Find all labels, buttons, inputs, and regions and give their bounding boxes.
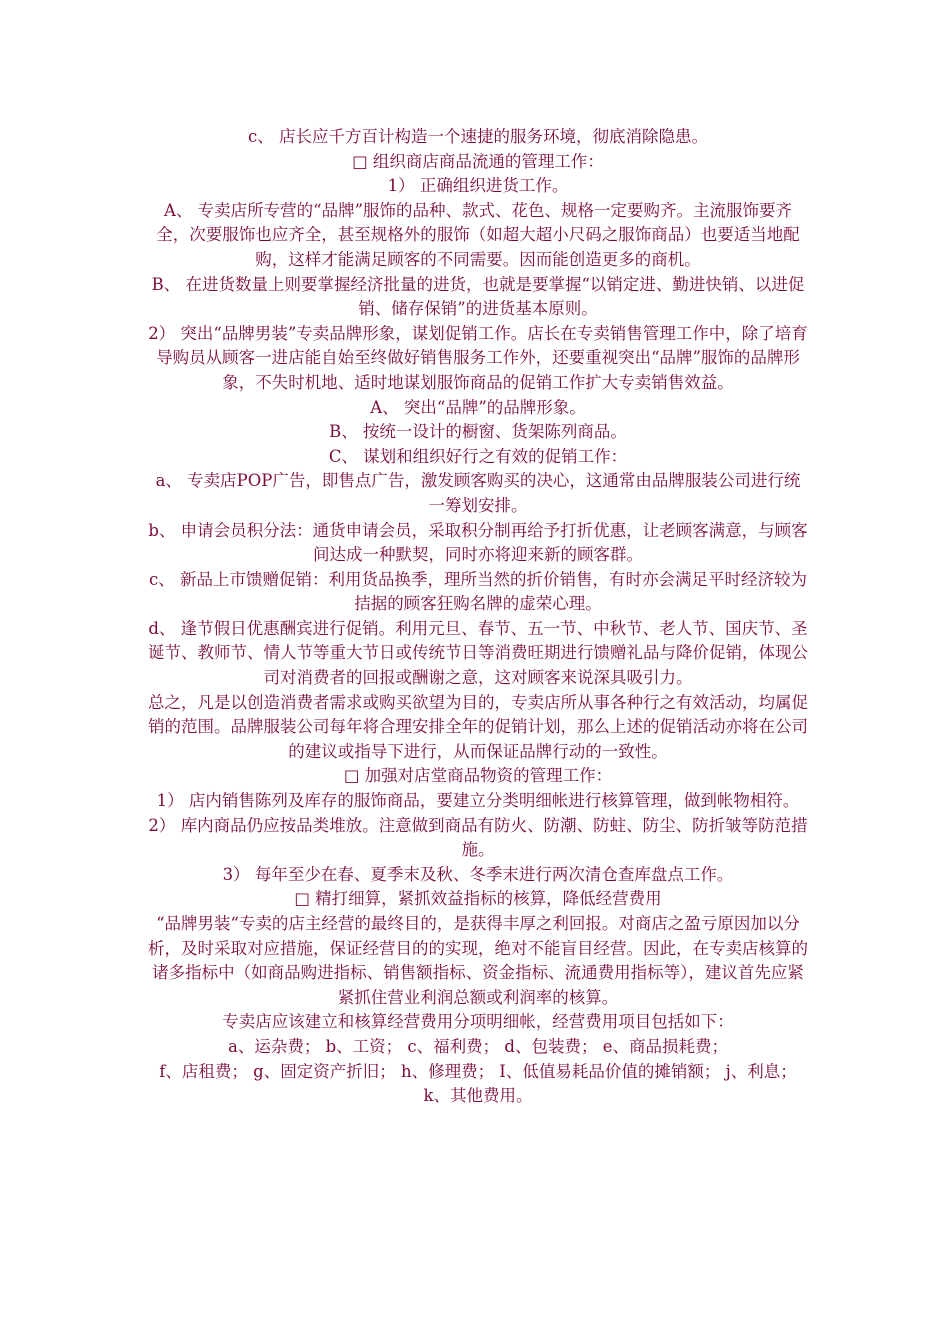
document-page bbox=[148, 125, 808, 1109]
section-heading: □ 组织商店商品流通的管理工作： bbox=[352, 151, 604, 171]
paragraph: 2） 突出“品牌男装”专卖品牌形象，谋划促销工作。店长在专卖销售管理工作中，除了培育导购员从顾客一进店能自始至终做好销售服务工作外，还要重视突出“品牌”服饰的品牌形象，不失时机地、适时地谋划服饰商品的促销工作扩大专卖销售效益。 bbox=[148, 323, 808, 392]
paragraph: B、 在进货数量上则要掌握经济批量的进货，也就是要掌握“以销定进、勤进快销、以进促销、储存保销”的进货基本原则。 bbox=[151, 274, 805, 319]
expense-list-line: a、运杂费； b、工资； c、福利费； d、包装费； e、商品损耗费； bbox=[228, 1036, 728, 1056]
paragraph: 总之，凡是以创造消费者需求或购买欲望为目的，专卖店所从事各种行之有效活动，均属促销的范围。品牌服装公司每年将合理安排全年的促销计划，那么上述的促销活动亦将在公司的建议或指导下进行，从而保证品牌行动的一致性。 bbox=[148, 692, 808, 761]
paragraph: 3） 每年至少在春、夏季末及秋、冬季末进行两次清仓查库盘点工作。 bbox=[222, 864, 734, 884]
list-item: C、 谋划和组织好行之有效的促销工作： bbox=[328, 446, 628, 466]
list-item: B、 按统一设计的橱窗、货架陈列商品。 bbox=[329, 422, 627, 442]
paragraph: A、 专卖店所专营的“品牌”服饰的品种、款式、花色、规格一定要购齐。主流服饰要齐全，次要服饰也应齐全，甚至规格外的服饰（如超大超小尺码之服饰商品）也要适当地配购，这样才能满足顾客的不同需要。因而能创造更多的商机。 bbox=[156, 200, 800, 269]
paragraph: b、 申请会员积分法：通货申请会员，采取积分制再给予打折优惠，让老顾客满意，与顾客间达成一种默契，同时亦将迎来新的顾客群。 bbox=[148, 520, 808, 565]
paragraph: 2） 库内商品仍应按品类堆放。注意做到商品有防火、防潮、防蛀、防尘、防折皱等防范措施。 bbox=[148, 815, 808, 860]
paragraph: 专卖店应该建立和核算经营费用分项明细帐，经营费用项目包括如下： bbox=[222, 1012, 734, 1032]
list-item: A、 突出“品牌”的品牌形象。 bbox=[370, 397, 586, 417]
paragraph: a、 专卖店POP广告，即售点广告，激发顾客购买的决心，这通常由品牌服装公司进行统一筹划安排。 bbox=[155, 471, 801, 515]
section-heading: □ 加强对店堂商品物资的管理工作： bbox=[343, 766, 613, 786]
paragraph: “品牌男装“专卖的店主经营的最终目的，是获得丰厚之利回报。对商店之盈亏原因加以分析，及时采取对应措施，保证经营目的的实现，绝对不能盲目经营。因此，在专卖店核算的诸多指标中（如商品购进指标、销售额指标、资金指标、流通费用指标等），建议首先应紧紧抓住营业利润总额或利润率的核算。 bbox=[148, 914, 808, 1007]
section-heading: □ 精打细算，紧抓效益指标的核算，降低经营费用 bbox=[294, 889, 662, 909]
paragraph: c、 店长应千方百计构造一个速捷的服务环境，彻底消除隐患。 bbox=[248, 127, 708, 146]
paragraph: c、 新品上市馈赠促销：利用货品换季，理所当然的折价销售，有时亦会满足平时经济较为拮据的顾客狂购名牌的虚荣心理。 bbox=[149, 569, 807, 614]
paragraph: 1） 店内销售陈列及库存的服饰商品，要建立分类明细帐进行核算管理，做到帐物相符。 bbox=[156, 791, 800, 811]
expense-list-line: f、店租费； g、固定资产折旧； h、修理费； I、低值易耗品价值的摊销额； j、利息； k、其他费用。 bbox=[159, 1061, 797, 1106]
subheading: 1） 正确组织进货工作。 bbox=[387, 176, 569, 196]
paragraph: d、 逢节假日优惠酬宾进行促销。利用元旦、春节、五一节、中秋节、老人节、国庆节、圣诞节、教师节、情人节等重大节日或传统节日等消费旺期进行馈赠礼品与降价促销，体现公司对消费者的回报或酬谢之意，这对顾客来说深具吸引力。 bbox=[148, 618, 808, 688]
